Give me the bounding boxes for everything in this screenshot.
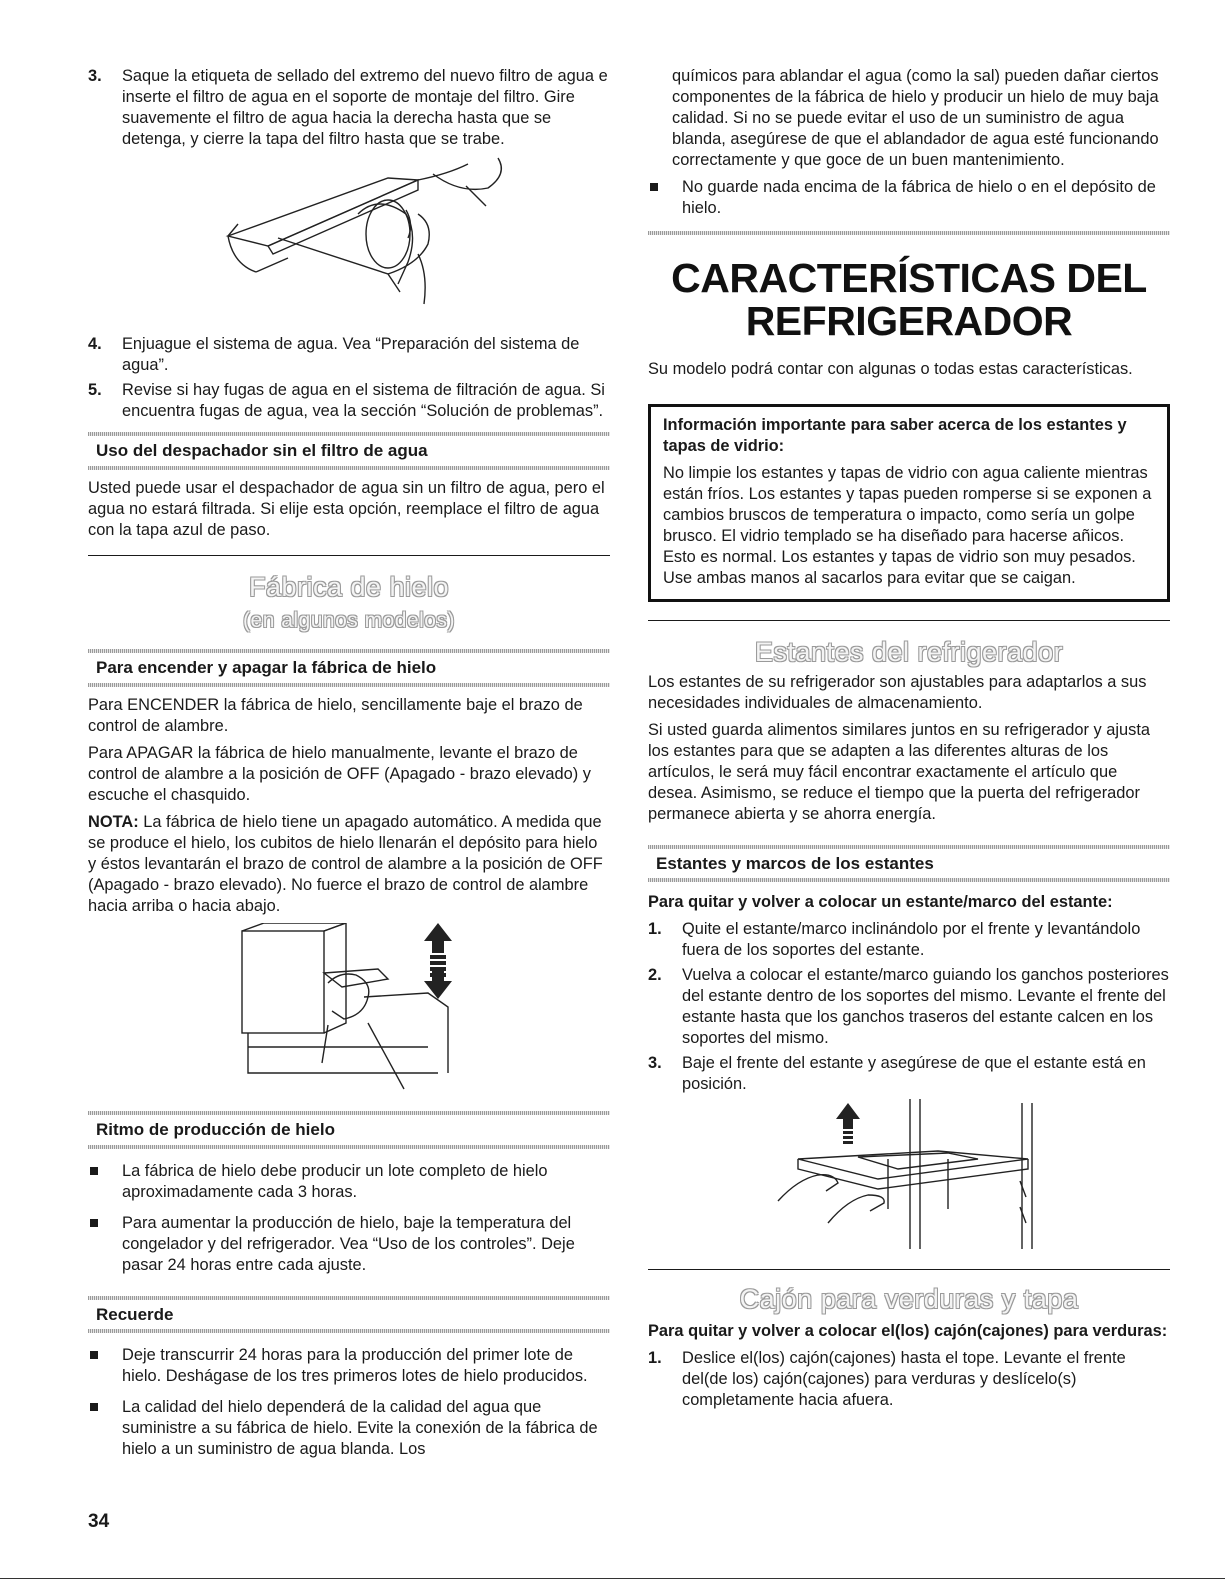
section-divider [648,878,1170,882]
note-text: La fábrica de hielo tiene un apagado automático. A medida que se produce el hielo, los cubitos de hielo llenarán el depósito para hielo y éstos levantarán el brazo de control de alambre a la posición de OFF (Apagado - brazo elevado). No fuerce el brazo de control de alambre hacia arriba o hacia abajo. [88,812,603,915]
frames-step [648,919,1170,961]
shelf-removal-drawing [648,1099,1170,1255]
on-off-p2: Para APAGAR la fábrica de hielo manualmente, levante el brazo de control de alambre a la posición de OFF (Apagado - brazo elevado) y escuche el chasquido. [88,743,591,804]
warning-body: No limpie los estantes y tapas de vidrio con agua caliente mientras están fríos. Los estantes y tapas pueden romperse si se exponen a cambios bruscos de temperatura o impacto, como sería un golpe brusco. El vidrio templado se ha diseñado para hacerse añicos. Esto es normal. Los estantes y tapas de vidrio son muy pesados. Use ambas manos al sacarlos para evitar que se caigan. [663,464,1152,588]
right-column [648,0,1170,1415]
bullet-square [650,183,658,191]
step-text: Revise si hay fugas de agua en el sistema de filtración de agua. Si encuentra fugas de agua, vea la sección “Solución de problemas”. [122,381,605,420]
bullet-text: Para aumentar la producción de hielo, baje la temperatura del congelador y del refrigerador. Vea “Uso de los controles”. Deje pasar 24 horas entre cada ajuste. [122,1213,575,1274]
step-text: Enjuague el sistema de agua. Vea “Preparación del sistema de agua”. [122,335,580,374]
crisper-step [648,1348,1170,1411]
bullet-text: No guarde nada encima de la fábrica de hielo o en el depósito de hielo. [682,178,1156,217]
no-filter-body: Usted puede usar el despachador de agua sin un filtro de agua, pero el agua no estará filtrada. Si elije esta opción, reemplace el filtro de agua con la tapa azul de paso. [88,478,605,539]
on-off-heading: Para encender y apagar la fábrica de hielo [96,658,437,678]
bullet-square [90,1167,98,1175]
ice-maker-arm-drawing [88,923,610,1099]
step-4-flush [88,334,610,376]
section-divider [88,683,610,687]
rate-bullet [88,1161,610,1203]
step-text: Saque la etiqueta de sellado del extremo del nuevo filtro de agua e inserte el filtro de agua en el soporte de montaje del filtro. Gire suavemente el filtro de agua hacia la derecha hasta que se detenga, y cierre la tapa del filtro hasta que se trabe. [122,67,608,148]
bullet-text: La fábrica de hielo debe producir un lote completo de hielo aproximadamente cada 3 horas. [122,1161,548,1201]
bullet-square [90,1403,98,1411]
rate-heading: Ritmo de producción de hielo [96,1119,335,1139]
step-text: Vuelva a colocar el estante/marco guiando los ganchos posteriores del estante dentro de los soportes del mismo. Levante el frente del estante hasta que los ganchos traseros del estante calcen en los soportes del mismo. [682,966,1169,1048]
main-title-line-1: CARACTERÍSTICAS DEL [671,255,1147,301]
remember-bullet [88,1397,610,1460]
shelves-title: Estantes del refrigerador [754,637,1064,668]
no-filter-heading: Uso del despachador sin el filtro de agua [96,441,428,460]
warning-title: Información importante para saber acerca de los estantes y tapas de vidrio: [663,416,1127,456]
continuation-text: químicos para ablandar el agua (como la sal) pueden dañar ciertos componentes de la fábrica de hielo y producir un hielo de muy baja calidad. Si no se puede evitar el uso de un suministro de agua blanda, asegúrese de que el ablandador de agua esté funcionando correctamente y que goce de un buen mantenimiento. [672,67,1159,169]
filter-install-illustration [88,154,610,334]
bullet-square [90,1219,98,1227]
shelf-illustration [648,1099,1170,1255]
step-number: 4. [88,335,102,353]
step-number: 3. [88,67,102,85]
main-title-line-2: REFRIGERADOR [745,298,1073,345]
step-5-leaks [88,380,610,422]
crisper-instruction: Para quitar y volver a colocar el(los) cajón(cajones) para verduras: [648,1321,1168,1340]
bullet-text: Deje transcurrir 24 horas para la producción del primer lote de hielo. Deshágase de los tres primeros lotes de hielo producidos. [122,1346,588,1386]
crisper-title: Cajón para verduras y tapa [739,1284,1079,1315]
ice-maker-subtitle: (en algunos modelos) [243,609,455,633]
bullet-text: La calidad del hielo dependerá de la calidad del agua que suministre a su fábrica de hielo. Evite la conexión de la fábrica de hielo a un suministro de agua blanda. Los [122,1398,598,1459]
on-off-note [88,812,610,917]
step-number: 1. [648,1348,662,1367]
step-number: 3. [648,1054,662,1073]
section-divider [88,466,610,470]
frames-step [648,1053,1170,1095]
shelves-p2: Si usted guarda alimentos similares juntos en su refrigerador y ajusta los estantes para que se adapten a las diferentes alturas de los artículos, le será muy fácil encontrar exactamente el artículo que desea. Asimismo, se reduce el tiempo que la puerta del refrigerador permanece abierta y se ahorra energía. [648,720,1150,823]
shelves-p1: Los estantes de su refrigerador son ajustables para adaptarlos a sus necesidades individuales de almacenamiento. [648,672,1147,712]
left-column [88,0,610,1470]
step-3-filter [88,66,610,150]
page-number: 34 [88,1511,110,1532]
features-intro: Su modelo podrá contar con algunas o todas estas características. [648,360,1133,379]
step-text: Quite el estante/marco inclinándolo por el frente y levantándolo fuera de los soportes del estante. [682,920,1141,960]
ice-maker-title: Fábrica de hielo [248,571,450,602]
bullet-square [90,1351,98,1359]
remember-bullet [88,1345,610,1387]
step-number: 5. [88,381,102,399]
remember-heading: Recuerde [96,1304,174,1324]
page-bottom-rule [0,1578,1225,1579]
rate-bullet [88,1213,610,1276]
step-text: Baje el frente del estante y asegúrese de que el estante está en posición. [682,1054,1146,1094]
step-number: 2. [648,966,662,985]
step-number: 1. [648,920,662,939]
ice-maker-illustration [88,923,610,1099]
frames-instruction: Para quitar y volver a colocar un estante/marco del estante: [648,893,1113,912]
frames-step [648,965,1170,1049]
ice-storage-bullet [648,177,1170,219]
note-label: NOTA: [88,812,139,831]
on-off-p1: Para ENCENDER la fábrica de hielo, sencillamente baje el brazo de control de alambre. [88,695,583,735]
glass-warning-box [648,404,1170,602]
frames-heading: Estantes y marcos de los estantes [656,853,934,873]
filter-install-drawing [88,154,610,334]
step-text: Deslice el(los) cajón(cajones) hasta el tope. Levante el frente del(de los) cajón(cajones) para verduras y deslícelo(s) completamente hacia afuera. [682,1348,1126,1409]
